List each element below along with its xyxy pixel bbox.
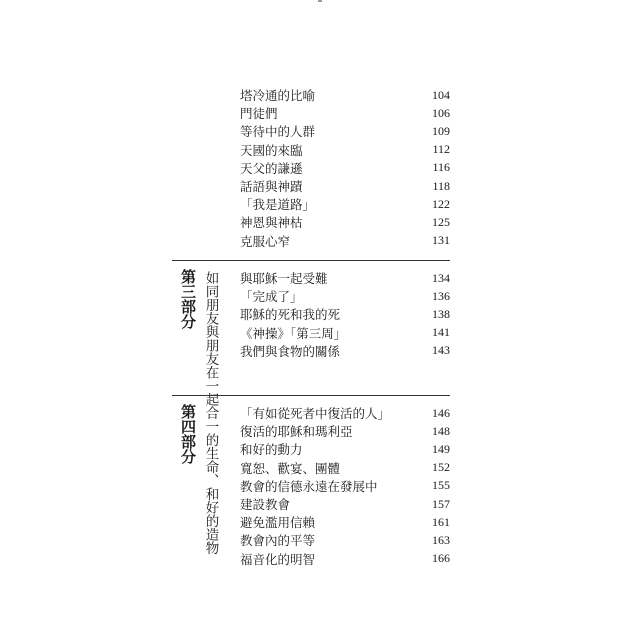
entry-page: 106 [432,105,450,120]
entry-title: 天國的來臨 [240,142,303,158]
entry-title: 神恩與神枯 [240,215,303,231]
entry-page: 104 [432,87,450,102]
page-top-mark [318,0,322,2]
toc-entry [240,232,450,250]
part-title: 合一的生命、和好的造物 [202,406,219,555]
entry-title: 「完成了」 [240,289,303,305]
toc-entry [240,495,450,513]
toc-entry [240,324,450,342]
entry-title: 和好的動力 [240,442,303,458]
toc-entry [240,287,450,305]
entry-page: 109 [432,123,450,138]
entry-title: 寬恕、歡宴、團體 [240,460,341,476]
toc-entry [240,459,450,477]
entry-page: 125 [432,214,450,229]
part-heading [180,404,217,555]
entry-title: 塔冷通的比喻 [240,88,316,104]
entry-page: 148 [432,423,450,438]
entry-title: 與耶穌一起受難 [240,271,328,287]
toc-entry [240,159,450,177]
entry-page: 143 [432,343,450,358]
entry-page: 131 [432,233,450,248]
toc-entry [240,269,450,287]
entry-title: 福音化的明智 [240,551,316,567]
entry-title: 避免濫用信賴 [240,515,316,531]
entry-title: 等待中的人群 [240,124,316,140]
toc-entry [240,86,450,104]
toc-entry-list [240,269,450,360]
entry-title: 建設教會 [240,497,291,513]
entry-title: 《神操》「第三周」 [240,325,347,341]
entry-page: 149 [432,441,450,456]
entry-title: 「我是道路」 [240,197,316,213]
entry-title: 教會內的平等 [240,533,316,549]
entry-page: 146 [432,405,450,420]
toc-entry [240,141,450,159]
entry-title: 克服心窄 [240,233,291,249]
toc-section-part-3 [172,260,450,406]
entry-page: 157 [432,496,450,511]
toc-entry [240,104,450,122]
toc-entry [240,342,450,360]
entry-page: 116 [432,160,450,175]
toc-entry-list [240,404,450,568]
part-title: 如同朋友與朋友在一起 [202,271,219,406]
toc-entry [240,213,450,231]
entry-page: 134 [432,270,450,285]
entry-title: 耶穌的死和我的死 [240,307,341,323]
toc-entry [240,122,450,140]
entry-title: 「有如從死者中復活的人」 [240,406,391,422]
entry-title: 門徒們 [240,106,278,122]
entry-page: 141 [432,325,450,340]
toc-entry [240,177,450,195]
part-number: 第三部分 [179,269,197,329]
toc-entry [240,422,450,440]
entry-page: 161 [432,514,450,529]
toc-entry [240,550,450,568]
entry-title: 復活的耶穌和瑪利亞 [240,424,353,440]
toc-entry [240,477,450,495]
entry-page: 112 [432,142,450,157]
entry-page: 118 [432,178,450,193]
entry-page: 152 [432,460,450,475]
entry-page: 122 [432,196,450,211]
part-heading [180,269,217,406]
entry-page: 155 [432,478,450,493]
toc-entry [240,531,450,549]
toc-entry [240,440,450,458]
toc-entry [240,305,450,323]
entry-title: 我們與食物的關係 [240,343,341,359]
entry-title: 教會的信德永遠在發展中 [240,478,378,494]
entry-page: 136 [432,288,450,303]
toc-section-part-4 [172,395,450,567]
entry-page: 166 [432,551,450,566]
toc-entry [240,513,450,531]
entry-title: 話語與神蹟 [240,179,303,195]
toc-entry [240,404,450,422]
toc-entry [240,195,450,213]
entry-page: 138 [432,306,450,321]
part-number: 第四部分 [179,404,197,464]
entry-title: 天父的謙遜 [240,160,303,176]
entry-page: 163 [432,532,450,547]
toc-entry-list [240,86,450,250]
